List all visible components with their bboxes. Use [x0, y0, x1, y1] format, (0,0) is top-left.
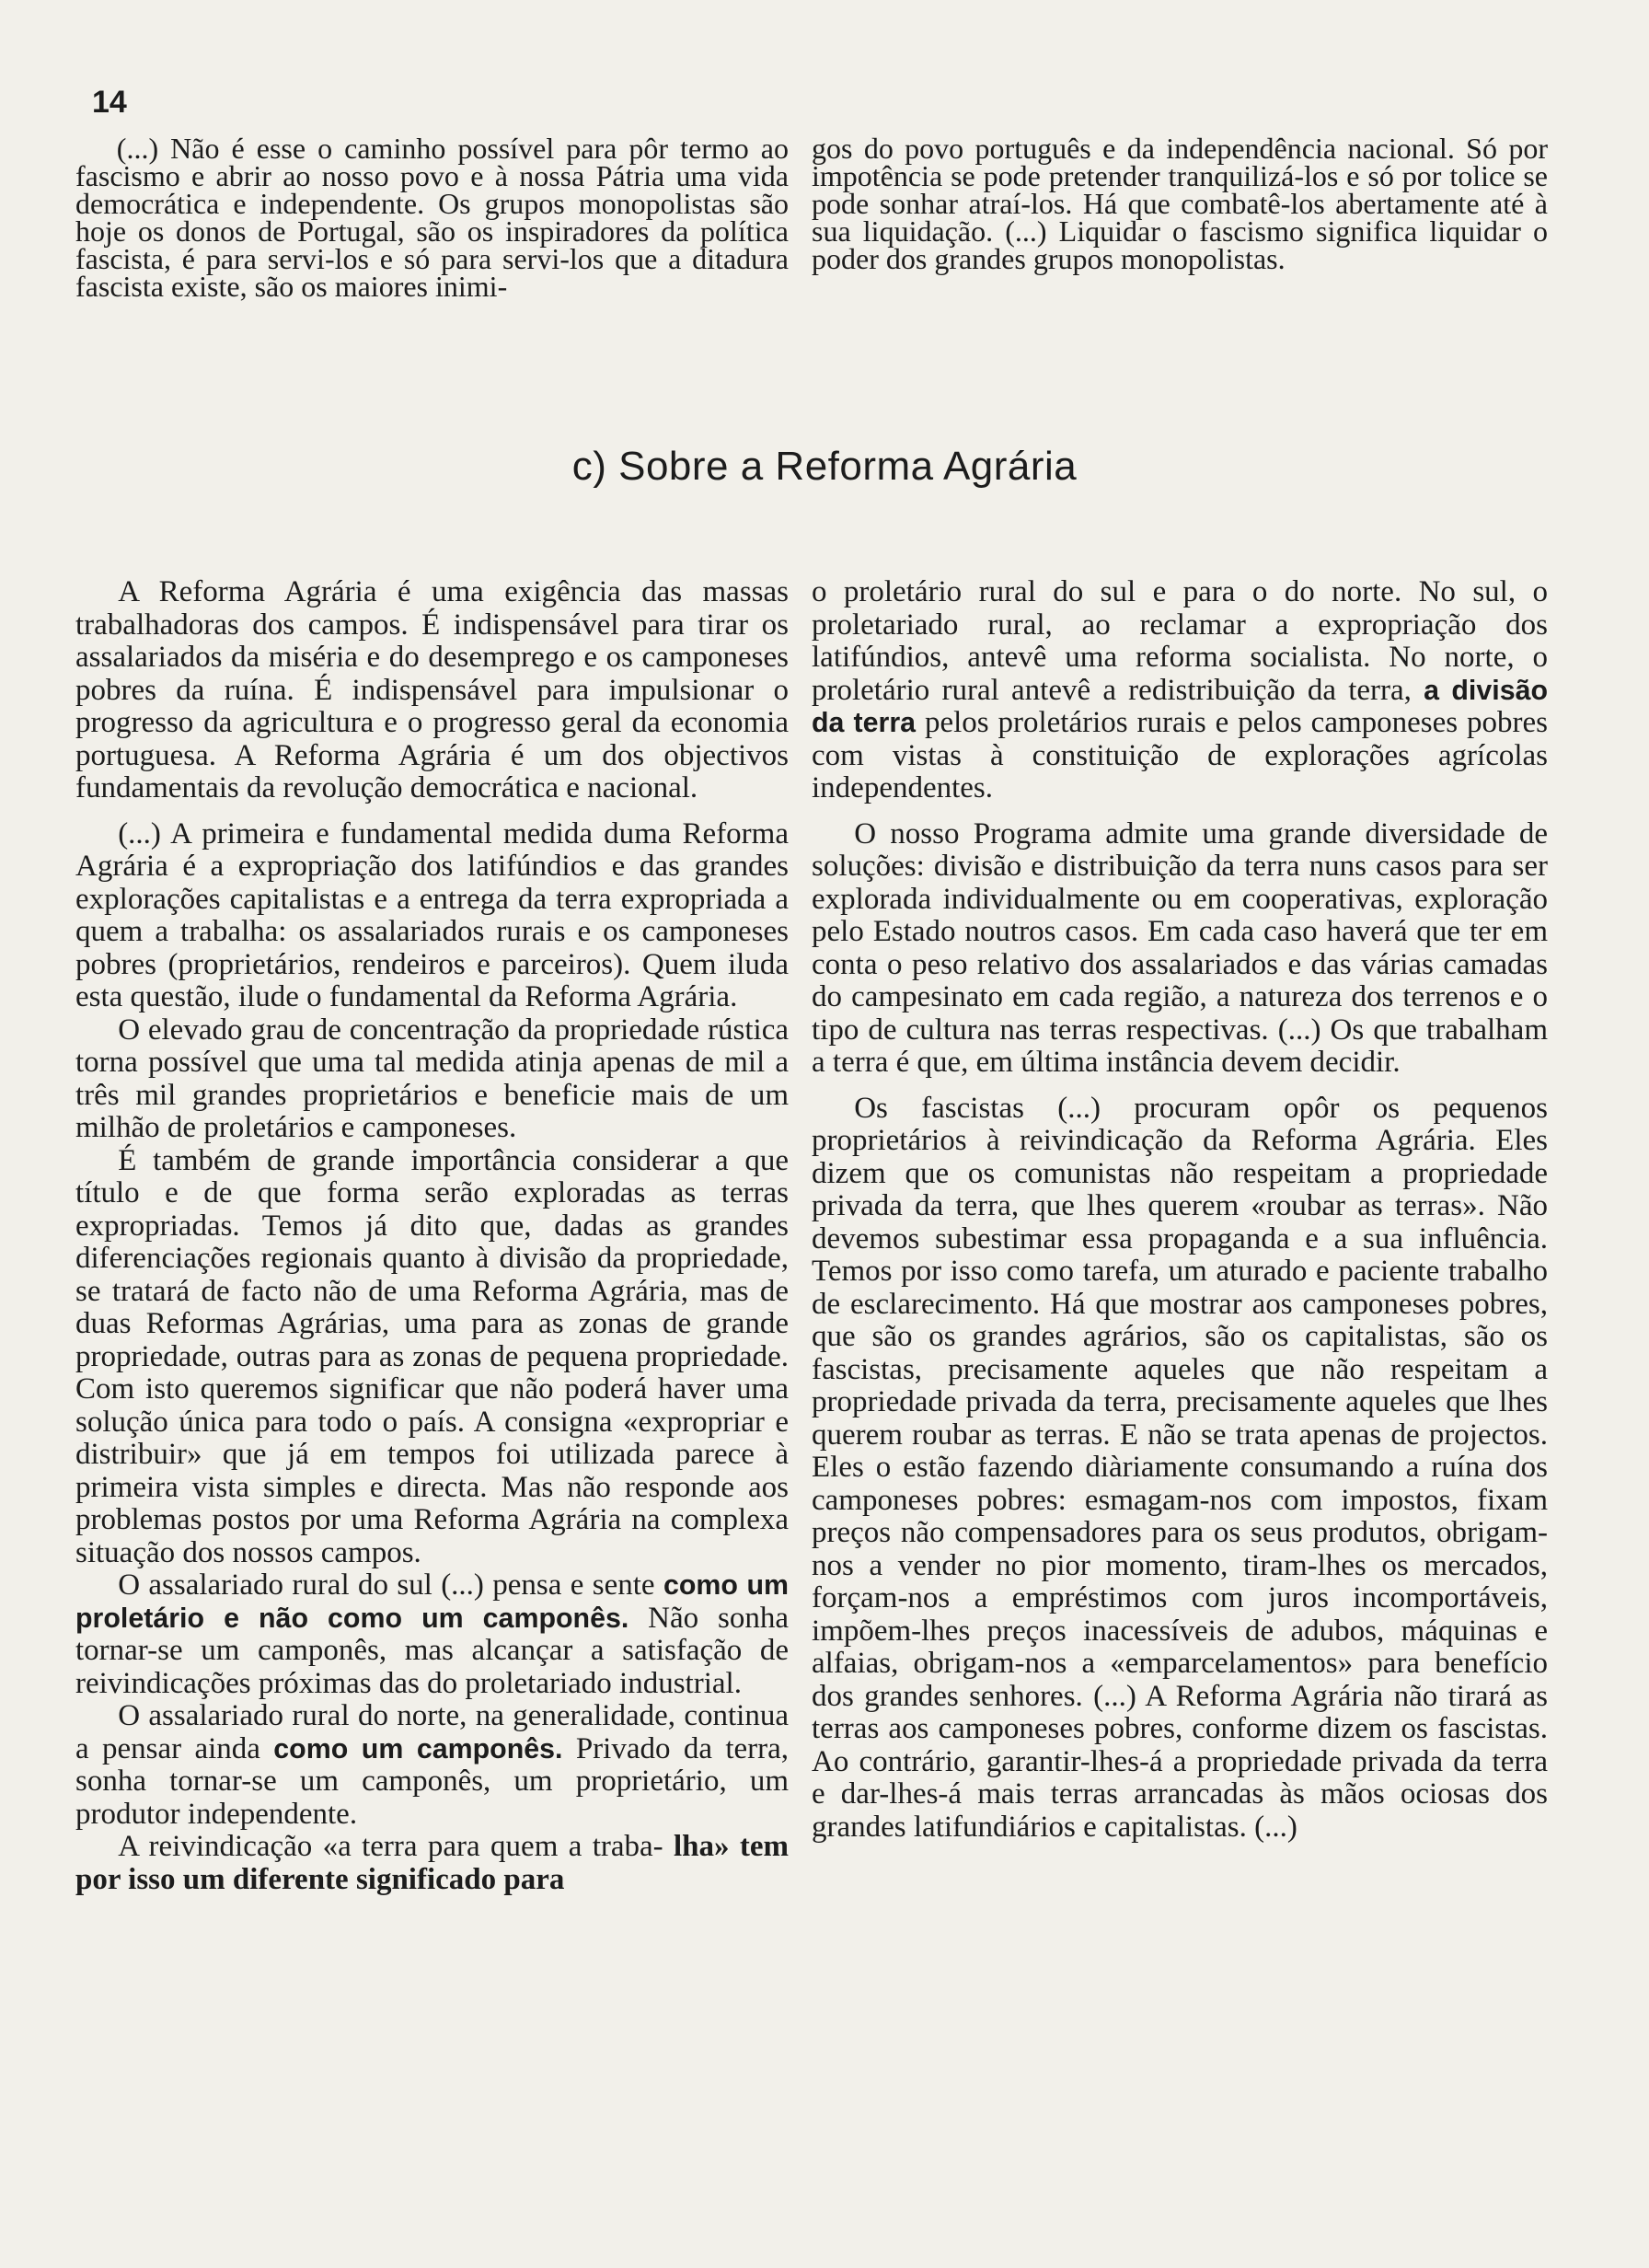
text-run: O assalariado rural do sul (...) pensa e sente: [118, 1568, 655, 1602]
text-run: Privado da terra, sonha tornar-se um camponês, um proprietário, um produtor independente.: [75, 1731, 790, 1831]
emphasis: como um camponês.: [273, 1733, 563, 1765]
paragraph: É também de grande importância considerar a que título e de que forma serão exploradas as terras expropriadas. Temos já dito que, dadas as grandes diferenciações regionais quanto à divisão da propriedade, se tratará de facto não de uma Reforma Agrária, mas de duas Reformas Agrárias, uma para as zonas de grande propriedade, outras para as zonas de pequena propriedade. Com isto queremos significar que não poderá haver uma solução única para todo o país. A consigna «expropriar e distribuir» que já em tempos foi utilizada parece à primeira vista simples e directa. Mas não responde aos problemas postos por uma Reforma Agrária na complexa situação dos nossos campos.: [75, 1143, 789, 1569]
intro-paragraph-end: gos do povo português e da independência nacional. Só por impotência se pode pretender tranquilizá-los e só por tolice se pode sonhar atraí-los. Há que combatê-los abertamente até à sua liquidação. (...) Liquidar o fascismo significa liquidar o poder dos grandes grupos monopolistas.: [812, 132, 1548, 275]
intro-right-column: [812, 132, 1548, 275]
paragraph: [75, 1700, 789, 1831]
paragraph: O nosso Programa admite uma grande diversidade de soluções: divisão e distribuição da terra nuns casos para ser explorada individualmente ou em cooperativas, exploração pelo Estado noutros casos. Em cada caso haverá que ter em conta o peso relativo dos assalariados e das várias camadas do campesinato em cada região, a natureza dos terrenos e o tipo de cultura nas terras respectivas. (...) Os que trabalham a terra é que, em última instância devem decidir.: [812, 816, 1548, 1079]
paragraph: (...) A primeira e fundamental medida duma Reforma Agrária é a expropriação dos latifúndios e das grandes explorações capitalistas e a entrega da terra expropriada a quem a trabalha: os assalariados rurais e os camponeses pobres (proprietários, rendeiros e parceiros). Quem iluda esta questão, ilude o fundamental da Reforma Agrária.: [75, 816, 789, 1013]
intro-paragraph-start: (...) Não é esse o caminho possível para pôr termo ao fascismo e abrir ao nosso povo e à nossa Pátria uma vida democrática e independente. Os grupos monopolistas são hoje os donos de Portugal, são os inspiradores da política fascista, é para servi-los e só para servi-los que a ditadura fascista existe, são os maiores inimi-: [75, 132, 789, 303]
intro-left-column: [75, 132, 789, 303]
text-run: o proletário rural do sul e para o do norte. No sul, o proletariado rural, ao reclamar a expropriação dos latifúndios, antevê uma reforma socialista. No norte, o proletário rural antevê a redistribuição da terra,: [812, 575, 1548, 707]
paragraph: Os fascistas (...) procuram opôr os pequenos proprietários à reivindicação da Reforma Agrária. Eles dizem que os comunistas não respeitam a propriedade privada da terra, que lhes querem «roubar as terras». Não devemos subestimar essa propaganda e a sua influência. Temos por isso como tarefa, um aturado e paciente trabalho de esclarecimento. Há que mostrar aos camponeses pobres, que são os grandes agrários, são os capitalistas, são os fascistas, precisamente aqueles que não respeitam a propriedade privada da terra, precisamente aqueles que lhes querem roubar as terras. E não se trata apenas de projectos. Eles o estão fazendo diàriamente consumando a ruína dos camponeses pobres: esmagam-nos com impostos, fixam preços não compensadores para os seus produtos, obrigam-nos a vender no pior momento, tiram-lhes os mercados, forçam-nos a empréstimos com juros incomportáveis, impõem-lhes preços inacessíveis de adubos, máquinas e alfaias, obrigam-nos a «emparcelamentos» para benefício dos grandes senhores. (...) A Reforma Agrária não tirará as terras aos camponeses pobres, conforme dizem os fascistas. Ao contrário, garantir-lhes-á a propriedade privada da terra e dar-lhes-á mais terras arrancadas às mãos ociosas dos grandes latifundiários e capitalistas. (...): [812, 1091, 1548, 1844]
right-column: [812, 576, 1548, 1844]
left-column: [75, 576, 789, 1896]
paragraph: [812, 576, 1548, 805]
text-run: O assalariado rural do norte, na generalidade, continua a pensar ainda: [75, 1699, 789, 1765]
paragraph: O elevado grau de concentração da propriedade rústica torna possível que uma tal medida atinja apenas de mil a três mil grandes proprietários e beneficie mais de um milhão de proletários e camponeses.: [75, 1012, 789, 1144]
text-run: pelos proletários rurais e pelos camponeses pobres com vistas à constituição de explorações agrícolas independentes.: [812, 706, 1549, 804]
paragraph: A Reforma Agrária é uma exigência das massas trabalhadoras dos campos. É indispensável para tirar os assalariados da miséria e do desemprego e os camponeses pobres da ruína. É indispensável para impulsionar o progresso da agricultura e o progresso geral da economia portuguesa. A Reforma Agrária é um dos objectivos fundamentais da revolução democrática e nacional.: [75, 575, 789, 804]
text-run: A reivindicação «a terra para quem a traba-: [118, 1830, 663, 1863]
paragraph: [75, 1569, 789, 1700]
emphasis: como um proletário e não como um camponês.: [75, 1570, 789, 1634]
section-heading: c) Sobre a Reforma Agrária: [571, 444, 1078, 489]
page-number: 14: [92, 85, 127, 120]
text-run: Não sonha tornar-se um camponês, mas alcançar a satisfação de reivindicações próximas das do proletariado industrial.: [75, 1601, 789, 1700]
emphasis: lha» tem por isso um diferente significado para: [75, 1830, 790, 1896]
emphasis: a divisão da terra: [812, 675, 1549, 738]
paragraph: [75, 1831, 789, 1896]
